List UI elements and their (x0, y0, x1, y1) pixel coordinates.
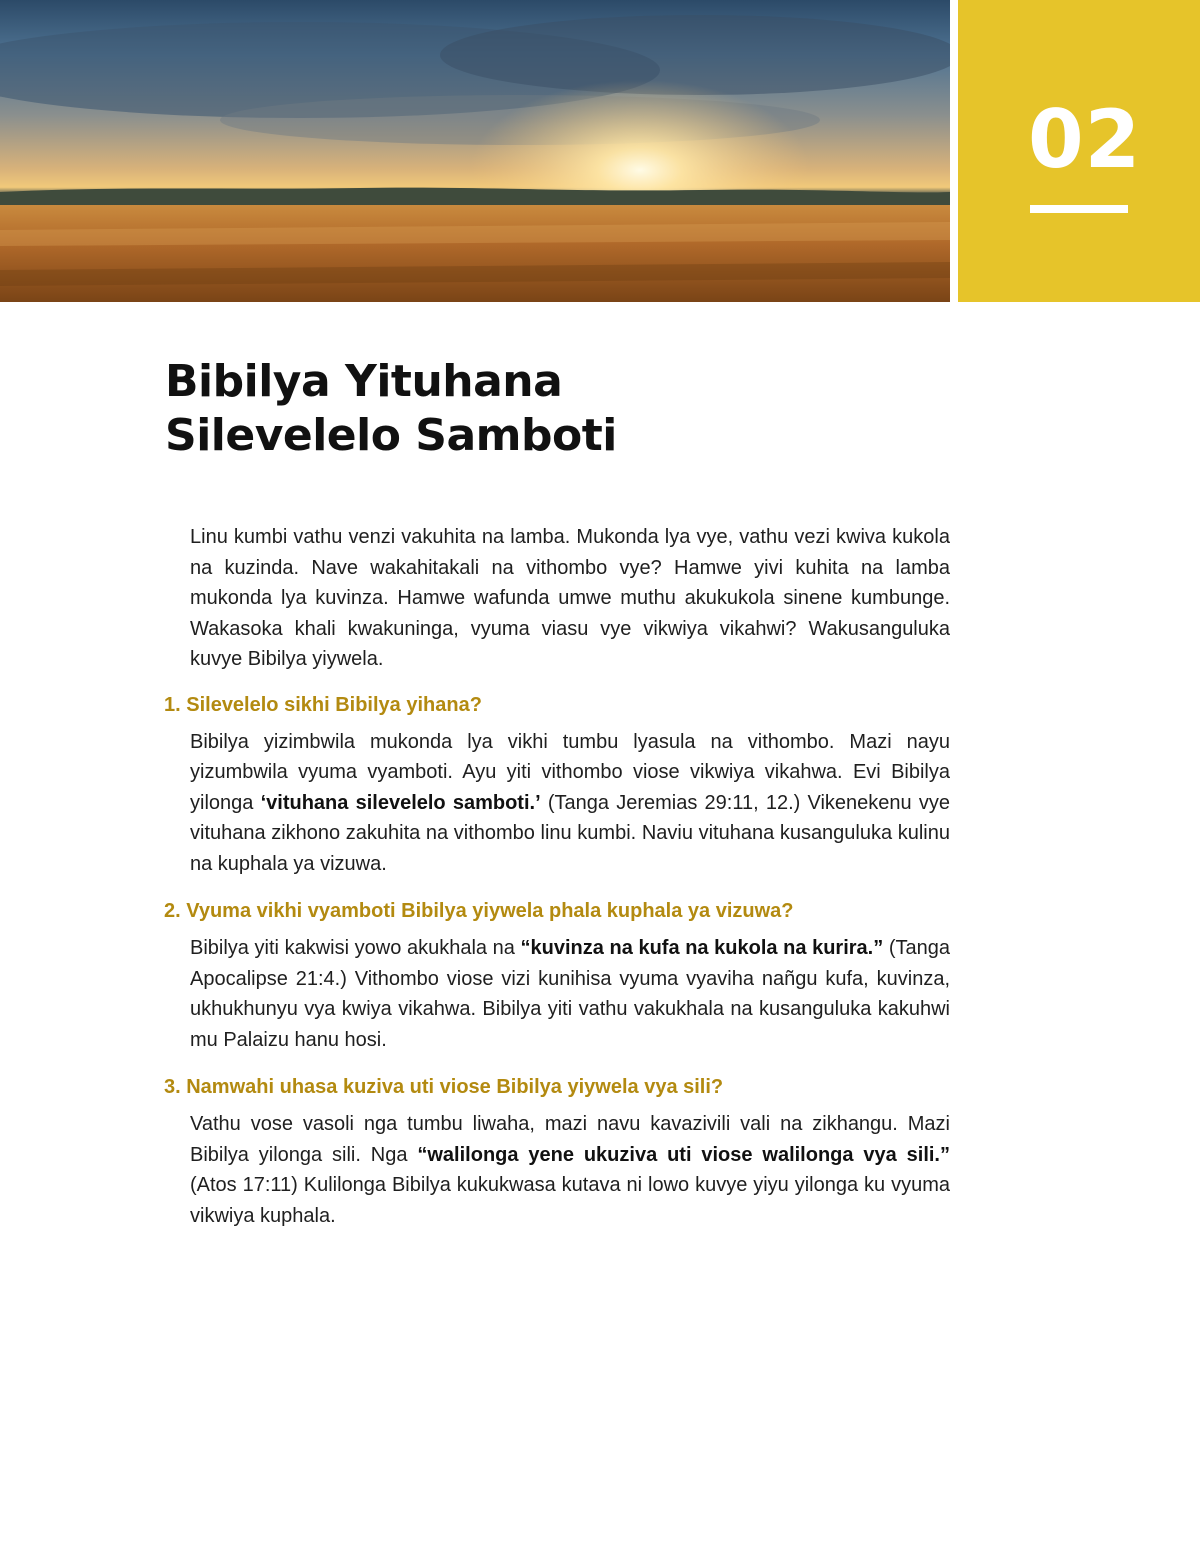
title-line-2: Silevelelo Samboti (165, 410, 617, 461)
answer-3-text: Vathu vose vasoli nga tumbu liwaha, mazi navu kavazivili vali na zikhangu. Mazi Bibilya yilonga sili. Nga (190, 1113, 950, 1166)
question-3: 3. Namwahi uhasa kuziva uti viose Bibilya yiywela vya sili? (164, 1076, 724, 1098)
page-title (165, 355, 617, 463)
title-line-1: Bibilya Yituhana (165, 356, 563, 407)
answer-1-text: Bibilya yizimbwila mukonda lya vikhi tumbu lyasula na vithombo. Mazi nayu yizumbwila vyuma vyamboti. Ayu yiti vithombo viose vikwiya vikahwa. Evi Bibilya yilonga (190, 730, 950, 814)
answer-1-text-end: (Tanga Jeremias 29:11, 12.) Vikenekenu vye vituhana zikhono zakuhita na vithombo linu kumbi. Naviu vituhana kusanguluka kulinu na kuphala ya vizuwa. (190, 791, 950, 875)
lesson-number: 02 (1028, 93, 1142, 186)
intro-paragraph: Linu kumbi vathu venzi vakuhita na lamba. Mukonda lya vye, vathu vezi kwiva kukola na kuzinda. Nave wakahitakali na vithombo vye? Hamwe yivi kuhita na lamba mukonda lya kuvinza. Hamwe wafunda umwe muthu akukukola sinene kumbunge. Wakasoka khali kwakuninga, vyuma viasu vye vikwiya vikahwi? Wakusanguluka kuvye Bibilya yiywela. (190, 526, 950, 670)
wheat-field-illustration (0, 0, 950, 302)
answer-3-text-end: (Atos 17:11) Kulilonga Bibilya kukukwasa kutava ni lowo kuvye yiyu yilonga ku vyuma vikwiya kuphala. (190, 1174, 950, 1227)
header-photo-wheat-field-sunset (0, 0, 950, 302)
answer-1-highlight: ‘vituhana silevelelo samboti.’ (260, 791, 541, 814)
question-2: 2. Vyuma vikhi vyamboti Bibilya yiywela phala kuphala ya vizuwa? (164, 900, 794, 922)
badge-underline (1030, 205, 1128, 213)
answer-2-highlight: “kuvinza na kufa na kukola na kurira.” (520, 937, 884, 959)
answer-1 (190, 727, 950, 880)
lesson-content (164, 522, 951, 1231)
lesson-number-badge (958, 0, 1200, 302)
question-1: 1. Silevelelo sikhi Bibilya yihana? (164, 693, 482, 716)
answer-2-text-end: (Tanga Apocalipse 21:4.) Vithombo viose vizi kunihisa vyuma vyaviha nañgu kufa, kuvinza, ukhukhunyu vya kwiya vikahwa. Bibilya yiti vathu vakukhala na kusanguluka kakuhwi mu Palaizu hanu hosi. (190, 937, 951, 1051)
answer-2 (190, 933, 950, 1055)
answer-2-text: Bibilya yiti kakwisi yowo akukhala na (190, 937, 521, 959)
answer-3 (190, 1109, 950, 1231)
answer-3-highlight: “walilonga yene ukuziva uti viose walilonga vya sili.” (417, 1143, 950, 1166)
